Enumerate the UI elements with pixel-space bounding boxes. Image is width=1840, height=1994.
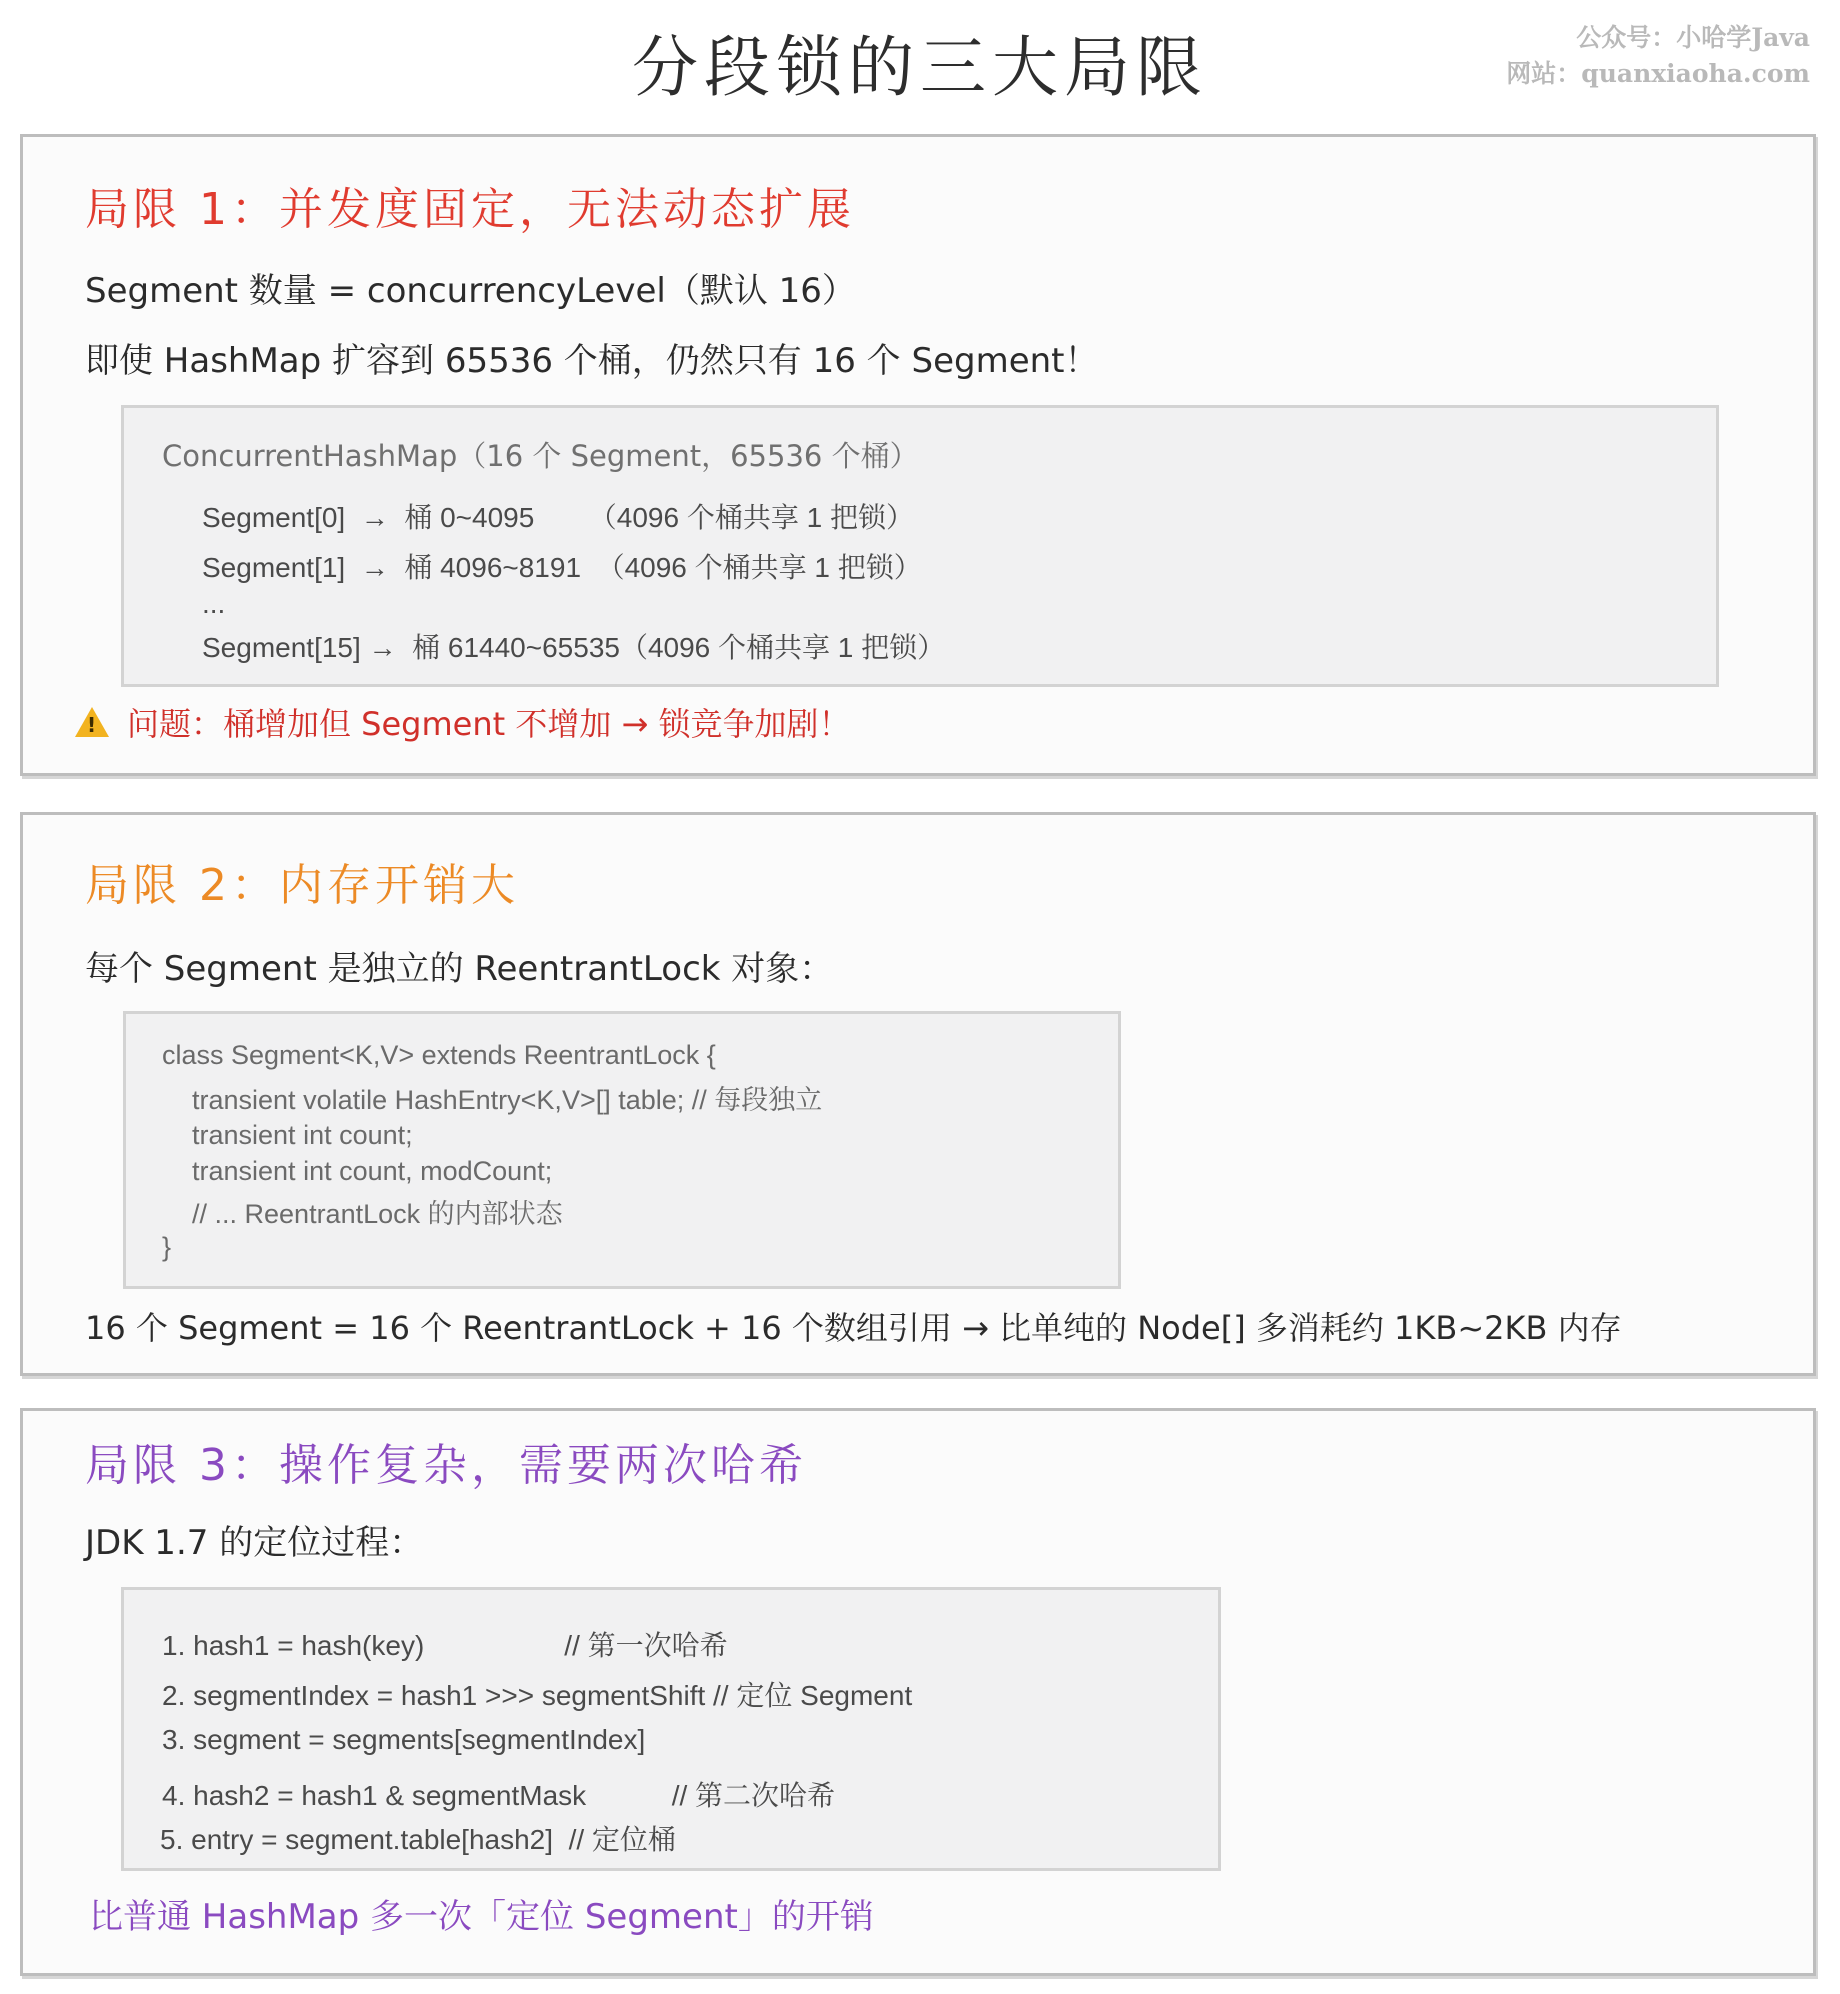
limit-1-warning-text: 问题：桶增加但 Segment 不增加 → 锁竞争加剧！	[127, 705, 851, 743]
limit-2-summary: 16 个 Segment = 16 个 ReentrantLock + 16 个数组引用 → 比单纯的 Node[] 多消耗约 1KB~2KB 内存	[85, 1309, 1622, 1347]
watermark	[1506, 20, 1810, 92]
limit-3-title: 局限 3：操作复杂，需要两次哈希	[85, 1440, 807, 1491]
limit-1-panel	[20, 134, 1816, 776]
lookup-step: 2. segmentIndex = hash1 >>> segmentShift // 定位 Segment	[162, 1680, 913, 1711]
lookup-steps-box	[121, 1587, 1221, 1871]
segment-mapping-row: Segment[15] → 桶 61440~65535（4096 个桶共享 1 把锁）	[202, 632, 946, 663]
code-line: transient int count;	[162, 1120, 413, 1150]
lookup-step: 5. entry = segment.table[hash2] // 定位桶	[160, 1824, 676, 1855]
code-line: class Segment<K,V> extends ReentrantLock {	[162, 1040, 716, 1070]
segment-mapping-header: ConcurrentHashMap（16 个 Segment，65536 个桶）	[162, 439, 919, 473]
lookup-step: 4. hash2 = hash1 & segmentMask // 第二次哈希	[162, 1780, 836, 1811]
limit-3-line-1: JDK 1.7 的定位过程：	[85, 1523, 424, 1563]
limit-1-warning	[75, 699, 851, 745]
limit-3-footer: 比普通 HashMap 多一次「定位 Segment」的开销	[89, 1897, 874, 1937]
code-line: // ... ReentrantLock 的内部状态	[162, 1199, 563, 1229]
segment-class-code-box	[123, 1011, 1121, 1289]
segment-mapping-box	[121, 405, 1719, 687]
segment-mapping-row: Segment[1] → 桶 4096~8191 （4096 个桶共享 1 把锁）	[202, 552, 922, 583]
limit-2-panel	[20, 812, 1816, 1376]
page-title: 分段锁的三大局限	[632, 29, 1208, 106]
lookup-step: 3. segment = segments[segmentIndex]	[162, 1724, 646, 1755]
warning-icon	[75, 707, 109, 737]
lookup-step: 1. hash1 = hash(key) // 第一次哈希	[162, 1630, 728, 1661]
code-line: transient volatile HashEntry<K,V>[] table; // 每段独立	[162, 1085, 823, 1115]
limit-1-line-2: 即使 HashMap 扩容到 65536 个桶，仍然只有 16 个 Segment！	[85, 341, 1099, 381]
segment-mapping-row: ...	[202, 588, 226, 619]
limit-1-title: 局限 1：并发度固定，无法动态扩展	[85, 184, 855, 235]
segment-mapping-row: Segment[0] → 桶 0~4095 （4096 个桶共享 1 把锁）	[202, 502, 914, 533]
watermark-line-2: 网站：quanxiaoha.com	[1506, 59, 1810, 88]
code-line: transient int count, modCount;	[162, 1156, 553, 1186]
watermark-line-1: 公众号：小哈学Java	[1576, 23, 1810, 52]
limit-2-title: 局限 2：内存开销大	[85, 860, 519, 911]
limit-2-line-1: 每个 Segment 是独立的 ReentrantLock 对象：	[85, 949, 834, 989]
limit-1-line-1: Segment 数量 = concurrencyLevel（默认 16）	[85, 271, 856, 311]
code-line: }	[162, 1232, 172, 1262]
limit-3-panel	[20, 1408, 1816, 1976]
